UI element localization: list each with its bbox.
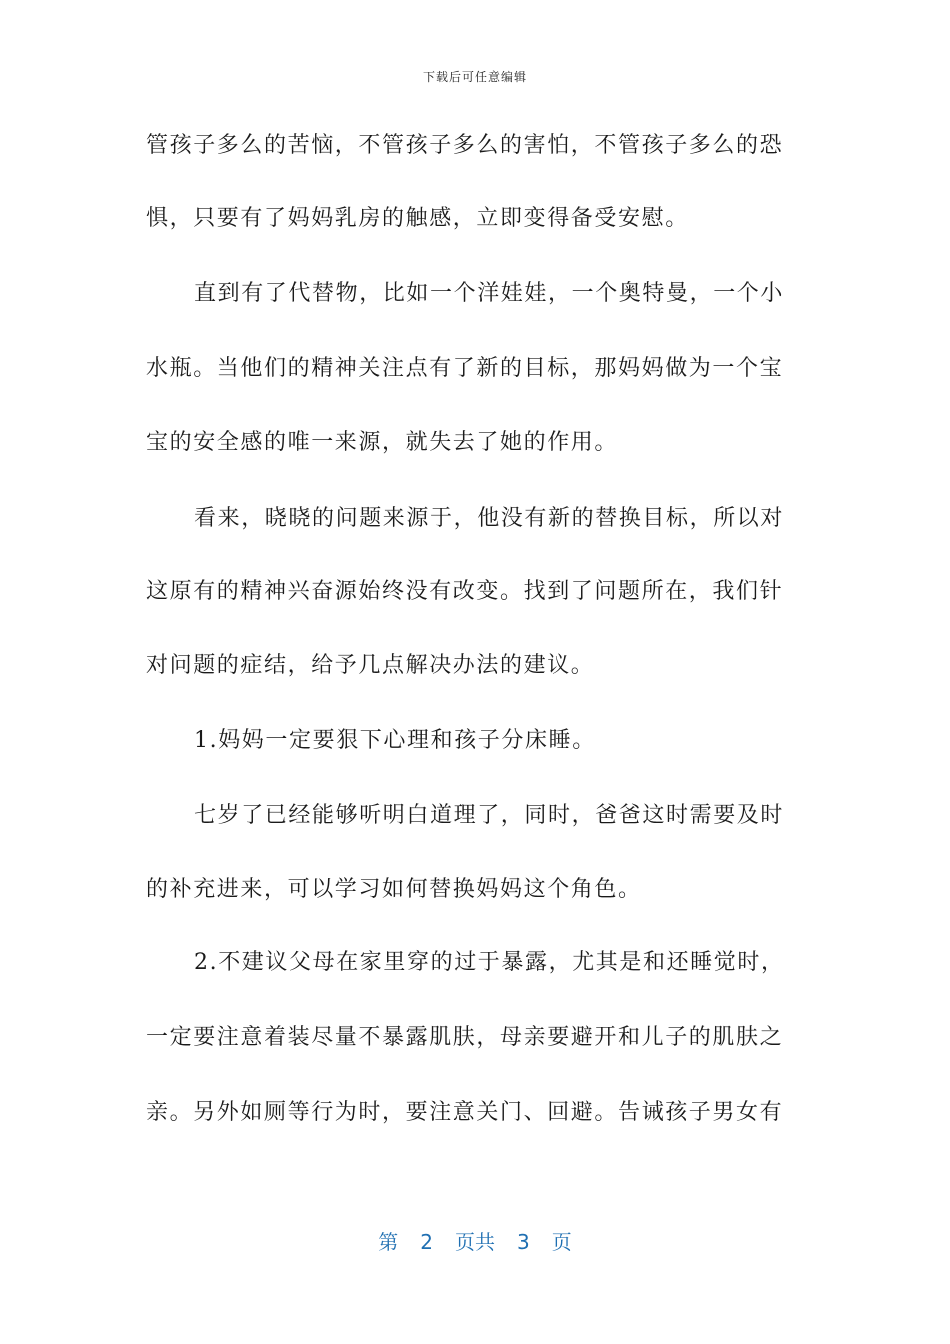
footer-suffix: 页 <box>551 1230 572 1254</box>
body-line-13: 一定要注意着装尽量不暴露肌肤，母亲要避开和儿子的肌肤之 <box>146 1025 784 1050</box>
body-line-7: 这原有的精神兴奋源始终没有改变。找到了问题所在，我们针 <box>146 579 784 604</box>
body-line-6: 看来，晓晓的问题来源于，他没有新的替换目标，所以对 <box>194 506 785 531</box>
body-line-5: 宝的安全感的唯一来源，就失去了她的作用。 <box>146 430 619 455</box>
body-line-1: 管孩子多么的苦恼，不管孩子多么的害怕，不管孩子多么的恐 <box>146 133 784 158</box>
body-line-10: 七岁了已经能够听明白道理了，同时，爸爸这时需要及时 <box>194 803 785 828</box>
footer-prefix: 第 <box>378 1230 399 1254</box>
body-line-3: 直到有了代替物，比如一个洋娃娃，一个奥特曼，一个小 <box>194 281 785 306</box>
body-line-9: 1.妈妈一定要狠下心理和孩子分床睡。 <box>194 728 596 753</box>
page-footer <box>0 1226 950 1255</box>
footer-current-page: 2 <box>420 1230 433 1254</box>
footer-middle: 页共 <box>455 1230 495 1254</box>
body-line-8: 对问题的症结，给予几点解决办法的建议。 <box>146 653 595 678</box>
body-line-11: 的补充进来，可以学习如何替换妈妈这个角色。 <box>146 877 642 902</box>
body-line-14: 亲。另外如厕等行为时，要注意关门、回避。告诫孩子男女有 <box>146 1100 784 1125</box>
body-line-4: 水瓶。当他们的精神关注点有了新的目标，那妈妈做为一个宝 <box>146 356 784 381</box>
body-line-12: 2.不建议父母在家里穿的过于暴露，尤其是和还睡觉时， <box>194 950 785 975</box>
page-header-note: 下载后可任意编辑 <box>422 70 527 84</box>
body-line-2: 惧，只要有了妈妈乳房的触感，立即变得备受安慰。 <box>146 206 689 231</box>
footer-total-pages: 3 <box>517 1230 530 1254</box>
